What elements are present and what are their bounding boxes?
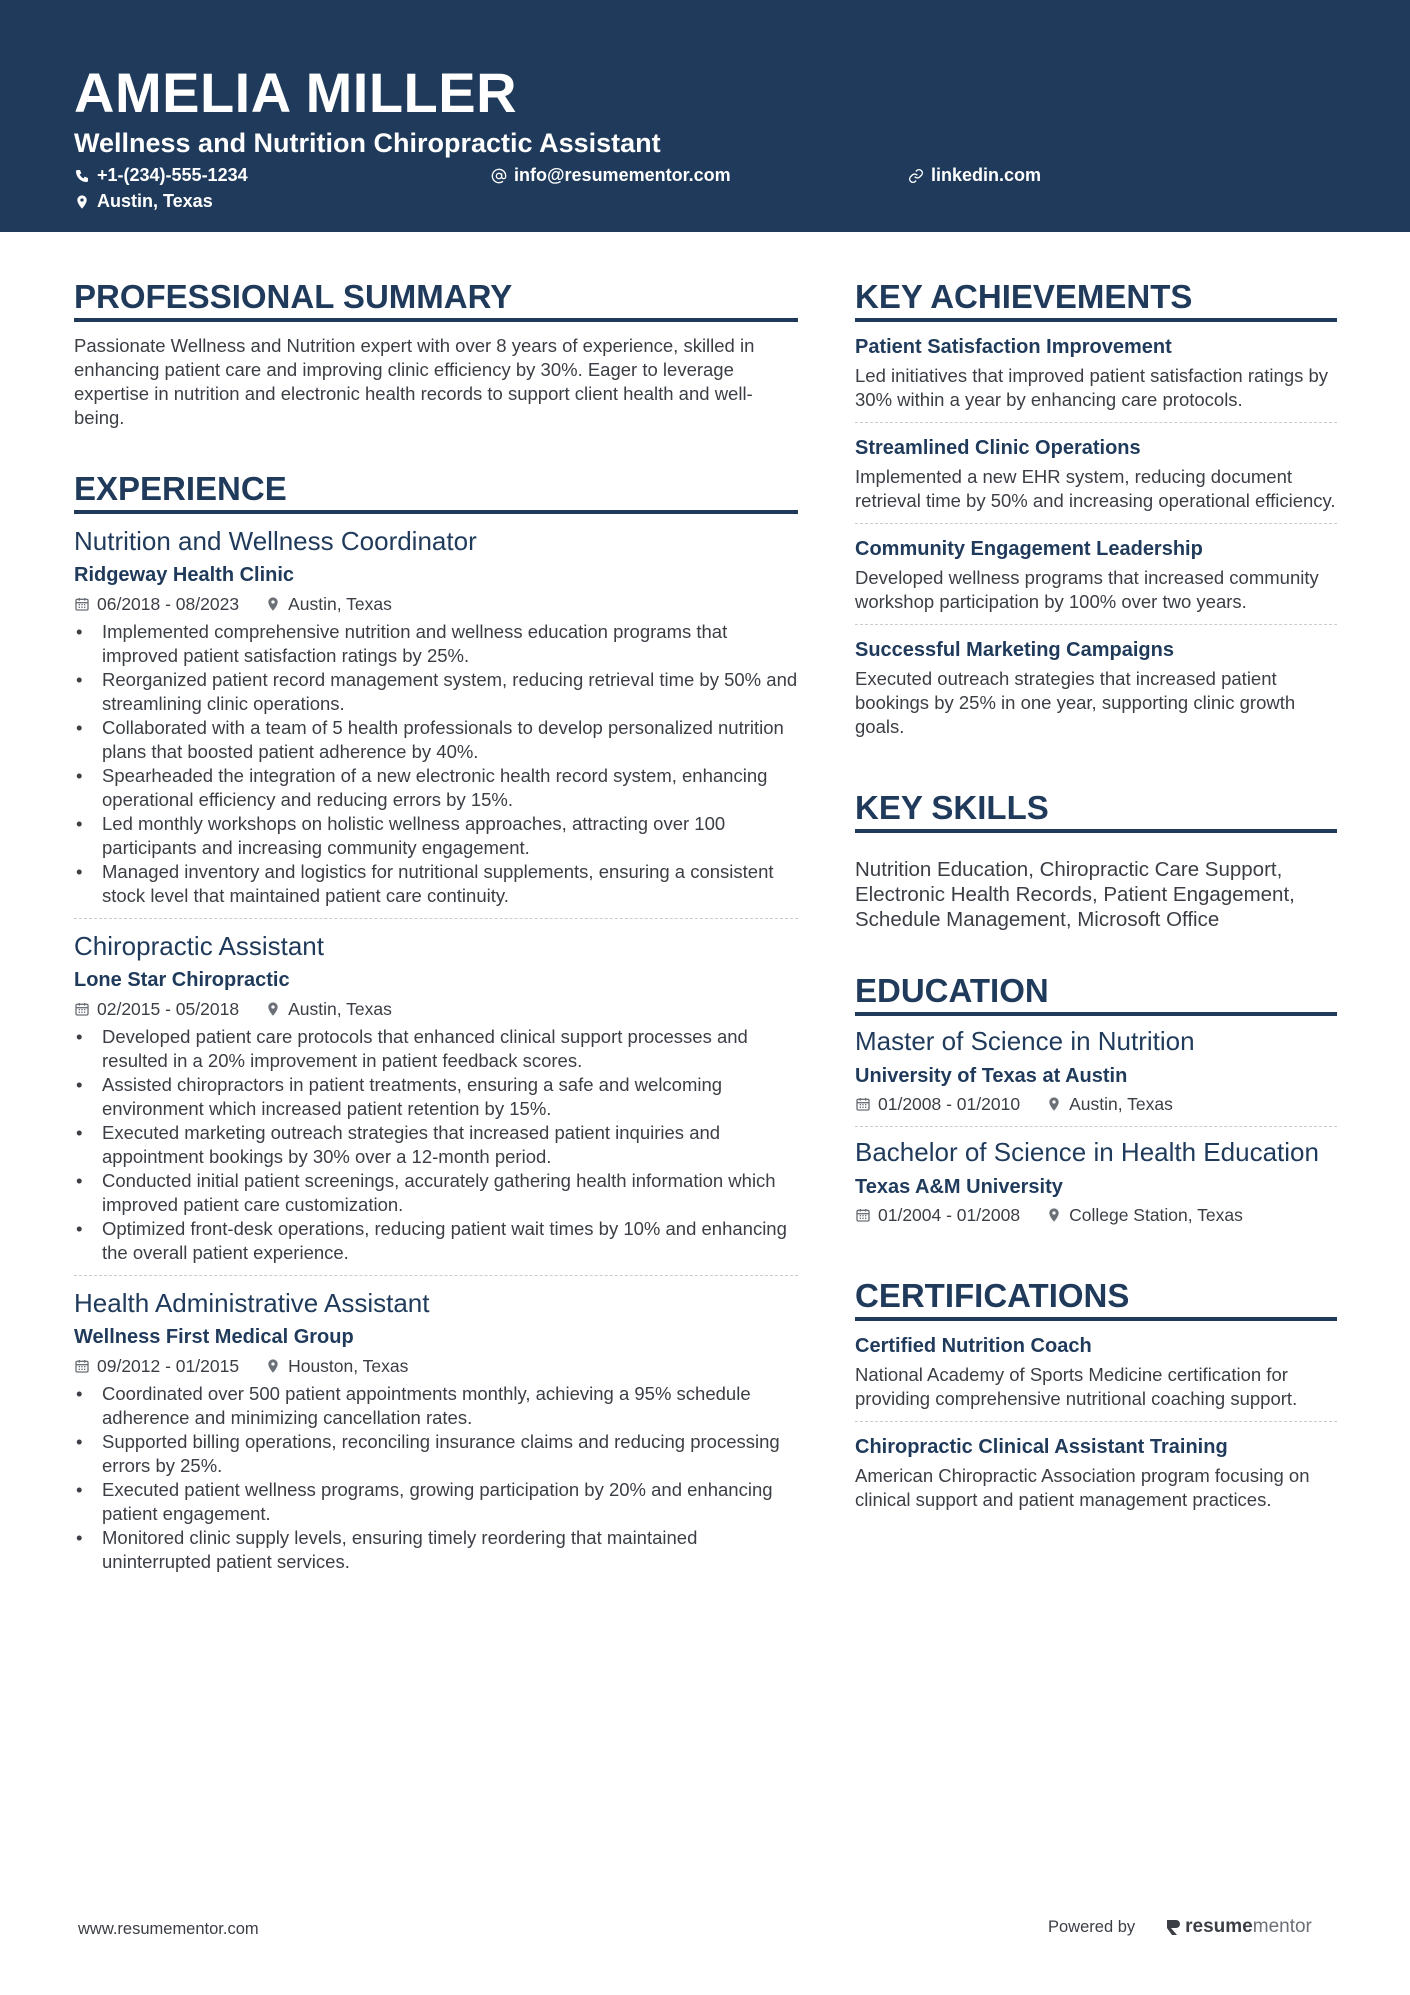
- footer-website[interactable]: www.resumementor.com: [78, 1920, 259, 1938]
- job-role: Chiropractic Assistant: [74, 931, 324, 961]
- brand-name-b: mentor: [1252, 1916, 1312, 1937]
- location-text: College Station, Texas: [1069, 1205, 1243, 1225]
- candidate-title: Wellness and Nutrition Chiropractic Assistant: [74, 128, 661, 158]
- achievement-desc: Developed wellness programs that increased community workshop participation by 100% over two years.: [855, 567, 1319, 612]
- calendar-icon: [855, 1207, 871, 1223]
- contact-location: [74, 191, 213, 212]
- candidate-name: AMELIA MILLER: [74, 61, 518, 124]
- job-entry: [74, 524, 798, 918]
- location-pin-icon: [265, 1001, 281, 1017]
- job-entry: [74, 1275, 798, 1584]
- achievements-heading: KEY ACHIEVEMENTS: [855, 278, 1337, 322]
- achievement-item: [855, 322, 1337, 422]
- education-item: [855, 1016, 1337, 1126]
- link-icon: [908, 168, 924, 184]
- calendar-icon: [74, 1001, 90, 1017]
- location-text: Austin, Texas: [288, 594, 392, 614]
- meta-location: [1046, 1092, 1173, 1116]
- calendar-icon: [74, 596, 90, 612]
- job-company: Wellness First Medical Group: [74, 1326, 354, 1348]
- job-role: Nutrition and Wellness Coordinator: [74, 526, 477, 556]
- meta-location: [265, 1354, 408, 1378]
- meta-row: [74, 592, 798, 616]
- location-text: Austin, Texas: [288, 999, 392, 1019]
- date-text: 01/2008 - 01/2010: [878, 1094, 1021, 1114]
- education-degree: Master of Science in Nutrition: [855, 1026, 1195, 1056]
- achievement-title: Successful Marketing Campaigns: [855, 639, 1174, 661]
- job-bullet: • Coordinated over 500 patient appointments monthly, achieving a 95% schedule adherence and minimizing cancellation rates.: [74, 1382, 798, 1430]
- experience-heading: EXPERIENCE: [74, 470, 798, 514]
- job-bullet: • Implemented comprehensive nutrition and wellness education programs that improved patient satisfaction ratings by 25%.: [74, 620, 798, 668]
- location-pin-icon: [265, 1358, 281, 1374]
- location-pin-icon: [1046, 1207, 1062, 1223]
- brand-mark-icon: [1165, 1918, 1181, 1936]
- date-range: [74, 1354, 239, 1378]
- calendar-icon: [74, 1358, 90, 1374]
- phone-icon: [74, 168, 90, 184]
- date-range: [855, 1203, 1020, 1227]
- job-bullet: • Executed patient wellness programs, growing participation by 20% and enhancing patient engagement.: [74, 1478, 798, 1526]
- job-list: [74, 524, 798, 1584]
- achievement-title: Streamlined Clinic Operations: [855, 437, 1141, 459]
- date-range: [74, 592, 239, 616]
- job-bullets: [74, 1025, 798, 1265]
- footer-powered: [1048, 1916, 1312, 1938]
- meta-row: [855, 1092, 1337, 1116]
- job-bullet: • Led monthly workshops on holistic wellness approaches, attracting over 100 participants and increasing community engagement.: [74, 812, 798, 860]
- job-bullet: • Managed inventory and logistics for nutritional supplements, ensuring a consistent stock level that maintained patient care continuity.: [74, 860, 798, 908]
- certifications-section: [855, 1277, 1337, 1522]
- date-text: 02/2015 - 05/2018: [97, 999, 240, 1019]
- powered-by-label: Powered by: [1048, 1917, 1136, 1936]
- certification-title: Chiropractic Clinical Assistant Training: [855, 1436, 1228, 1458]
- job-bullet: • Collaborated with a team of 5 health professionals to develop personalized nutrition plans that boosted patient adherence by 40%.: [74, 716, 798, 764]
- job-bullet: • Supported billing operations, reconciling insurance claims and reducing processing errors by 25%.: [74, 1430, 798, 1478]
- job-bullet: • Assisted chiropractors in patient treatments, ensuring a safe and welcoming environment which increased patient retention by 15%.: [74, 1073, 798, 1121]
- date-range: [855, 1092, 1020, 1116]
- job-bullet: • Reorganized patient record management system, reducing retrieval time by 50% and streamlining clinic operations.: [74, 668, 798, 716]
- meta-location: [265, 997, 392, 1021]
- certification-item: [855, 1421, 1337, 1522]
- achievement-desc: Led initiatives that improved patient satisfaction ratings by 30% within a year by enhancing care protocols.: [855, 365, 1329, 410]
- date-text: 06/2018 - 08/2023: [97, 594, 240, 614]
- education-school: Texas A&M University: [855, 1176, 1063, 1198]
- summary-text: Passionate Wellness and Nutrition expert with over 8 years of experience, skilled in enhancing patient care and improving clinic efficiency by 30%. Eager to leverage expertise in nutrition and electronic health records to support client health and well-being.: [74, 335, 755, 428]
- job-company: Lone Star Chiropractic: [74, 969, 290, 991]
- certification-item: [855, 1321, 1337, 1421]
- achievement-item: [855, 624, 1337, 749]
- achievement-list: [855, 322, 1337, 749]
- brand-logo[interactable]: [1165, 1916, 1312, 1938]
- location-text: Austin, Texas: [1069, 1094, 1173, 1114]
- at-icon: [491, 168, 507, 184]
- contact-info: [74, 165, 1410, 217]
- meta-row: [74, 997, 798, 1021]
- skills-heading: KEY SKILLS: [855, 789, 1337, 833]
- job-bullet: • Conducted initial patient screenings, accurately gathering health information which improved patient care customization.: [74, 1169, 798, 1217]
- resume-header: [0, 0, 1410, 232]
- date-range: [74, 997, 239, 1021]
- brand-name-a: resume: [1185, 1916, 1253, 1937]
- location-pin-icon: [74, 194, 90, 210]
- job-bullets: [74, 1382, 798, 1574]
- skills-section: [855, 789, 1337, 932]
- certification-list: [855, 1321, 1337, 1522]
- job-bullet: • Optimized front-desk operations, reducing patient wait times by 10% and enhancing the overall patient experience.: [74, 1217, 798, 1265]
- achievement-item: [855, 422, 1337, 523]
- linkedin-text: linkedin.com: [931, 165, 1042, 185]
- meta-location: [1046, 1203, 1243, 1227]
- education-section: [855, 972, 1337, 1237]
- location-pin-icon: [1046, 1096, 1062, 1112]
- education-list: [855, 1016, 1337, 1237]
- achievement-desc: Executed outreach strategies that increased patient bookings by 25% in one year, supporting clinic growth goals.: [855, 668, 1296, 737]
- calendar-icon: [855, 1096, 871, 1112]
- contact-phone[interactable]: [74, 165, 248, 186]
- date-text: 09/2012 - 01/2015: [97, 1356, 240, 1376]
- education-school: University of Texas at Austin: [855, 1065, 1128, 1087]
- summary-heading: PROFESSIONAL SUMMARY: [74, 278, 798, 322]
- contact-linkedin[interactable]: [908, 165, 1041, 186]
- job-bullet: • Spearheaded the integration of a new electronic health record system, enhancing operational efficiency and reducing errors by 15%.: [74, 764, 798, 812]
- job-entry: [74, 918, 798, 1275]
- experience-section: [74, 470, 798, 1584]
- contact-email[interactable]: [491, 165, 731, 186]
- education-degree: Bachelor of Science in Health Education: [855, 1137, 1319, 1167]
- location-text: Houston, Texas: [288, 1356, 409, 1376]
- achievement-title: Community Engagement Leadership: [855, 538, 1203, 560]
- meta-row: [74, 1354, 798, 1378]
- phone-text: +1-(234)-555-1234: [97, 165, 248, 185]
- skills-text: Nutrition Education, Chiropractic Care Support, Electronic Health Records, Patient Engagement, Schedule Management, Microsoft Office: [855, 858, 1295, 931]
- email-text: info@resumementor.com: [514, 165, 731, 185]
- achievement-title: Patient Satisfaction Improvement: [855, 336, 1172, 358]
- education-item: [855, 1126, 1337, 1237]
- certification-desc: National Academy of Sports Medicine certification for providing comprehensive nutritional coaching support.: [855, 1364, 1298, 1409]
- job-bullet: • Monitored clinic supply levels, ensuring timely reordering that maintained uninterrupted patient services.: [74, 1526, 798, 1574]
- location-text: Austin, Texas: [97, 191, 213, 211]
- achievement-desc: Implemented a new EHR system, reducing document retrieval time by 50% and increasing operational efficiency.: [855, 466, 1336, 511]
- achievements-section: [855, 278, 1337, 749]
- certification-desc: American Chiropractic Association program focusing on clinical support and patient management practices.: [855, 1465, 1310, 1510]
- job-role: Health Administrative Assistant: [74, 1288, 430, 1318]
- summary-section: [74, 278, 798, 430]
- certification-title: Certified Nutrition Coach: [855, 1335, 1092, 1357]
- right-column: [855, 278, 1337, 1562]
- education-heading: EDUCATION: [855, 972, 1337, 1016]
- job-bullet: • Developed patient care protocols that enhanced clinical support processes and resulted in a 20% improvement in patient feedback scores.: [74, 1025, 798, 1073]
- meta-row: [855, 1203, 1337, 1227]
- job-bullets: [74, 620, 798, 908]
- location-pin-icon: [265, 596, 281, 612]
- achievement-item: [855, 523, 1337, 624]
- certifications-heading: CERTIFICATIONS: [855, 1277, 1337, 1321]
- meta-location: [265, 592, 392, 616]
- job-bullet: • Executed marketing outreach strategies that increased patient inquiries and appointment bookings by 30% over a 12-month period.: [74, 1121, 798, 1169]
- left-column: [74, 278, 798, 1624]
- date-text: 01/2004 - 01/2008: [878, 1205, 1021, 1225]
- job-company: Ridgeway Health Clinic: [74, 564, 295, 586]
